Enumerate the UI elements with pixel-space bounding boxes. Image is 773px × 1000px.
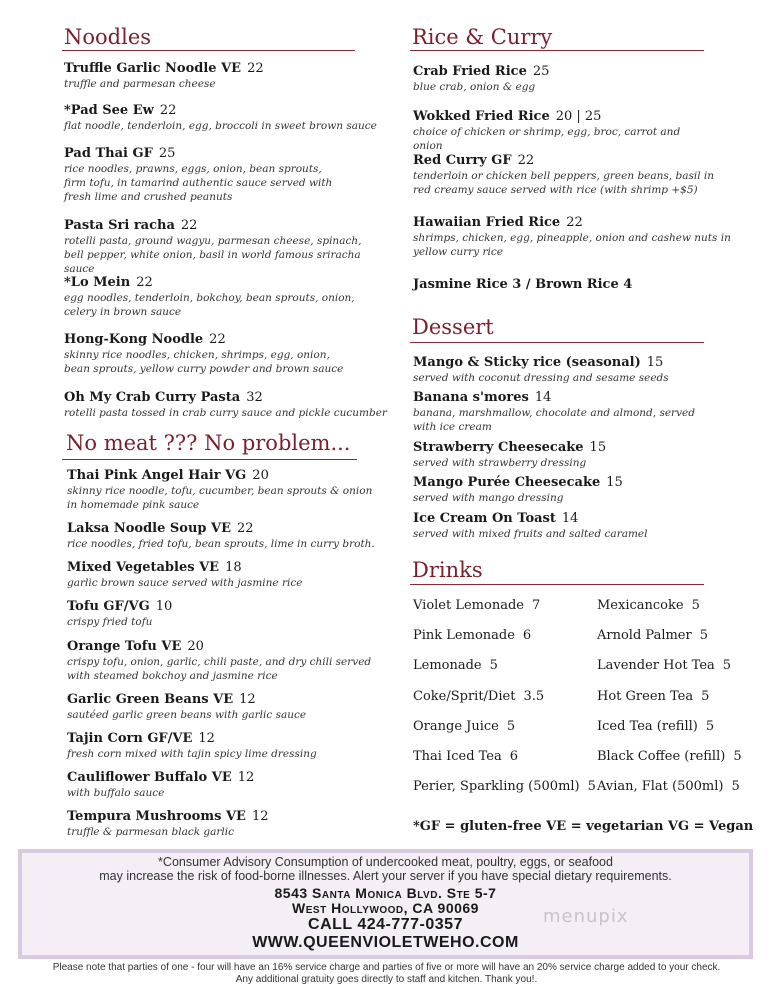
service-charge-line-2: Any additional gratuity goes directly to staff and kitchen. Thank you!. (235, 974, 538, 985)
item-price: 25 (158, 146, 176, 161)
drink-name: Black Coffee (refill) (597, 749, 726, 764)
item-description: crispy fried tofu (67, 616, 153, 628)
menu-item (67, 692, 387, 722)
item-name: Mango & Sticky rice (seasonal) (413, 355, 641, 370)
item-description: rotelli pasta, ground wagyu, parmesan cheese, spinach, bell pepper, white onion, basil in world famous sriracha sauce (64, 235, 362, 275)
item-name: Truffle Garlic Noodle VE (64, 61, 242, 76)
item-name: Laksa Noodle Soup VE (67, 521, 232, 536)
item-name: Jasmine Rice 3 / Brown Rice 4 (413, 277, 633, 292)
drink-name: Avian, Flat (500ml) (597, 779, 724, 794)
item-description: rotelli pasta tossed in crab curry sauce and pickle cucumber (64, 407, 387, 419)
item-price: 12 (239, 692, 256, 707)
rice-curry-rule (410, 50, 704, 51)
item-name: Tajin Corn GF/VE (67, 731, 193, 746)
drink-name: Thai Iced Tea (413, 749, 502, 764)
item-description: shrimps, chicken, egg, pineapple, onion and cashew nuts in yellow curry rice (413, 232, 731, 258)
item-price: 20 (187, 639, 204, 654)
menu-item (67, 770, 387, 800)
item-name: Hawaiian Fried Rice (413, 215, 561, 230)
item-price: 14 (561, 511, 579, 526)
drink-item (413, 749, 518, 764)
item-description: served with coconut dressing and sesame seeds (413, 372, 669, 384)
drink-item (597, 689, 709, 704)
menu-item (67, 468, 382, 512)
item-name: Mango Purée Cheesecake (413, 475, 601, 490)
item-name: Banana s'mores (413, 390, 529, 405)
drink-price: 5 (722, 658, 732, 673)
drink-item (413, 658, 498, 673)
item-description: served with mango dressing (413, 492, 564, 504)
item-description: choice of chicken or shrimp, egg, broc, carrot and onion (413, 126, 681, 152)
footer-box (18, 849, 753, 959)
rice-curry-title: Rice & Curry (412, 25, 553, 49)
menu-item (64, 218, 376, 276)
item-name: Strawberry Cheesecake (413, 440, 584, 455)
menu-item (413, 355, 733, 385)
address-line-1: 8543 Santa Monica Blvd. Ste 5-7 (274, 885, 497, 901)
menu-item (413, 475, 733, 505)
drink-item (413, 598, 540, 613)
item-price: 22 (237, 521, 254, 536)
website-link[interactable]: WWW.QUEENVIOLETWEHO.COM (252, 934, 519, 951)
item-description: skinny rice noodle, tofu, cucumber, bean sprouts & onion in homemade pink sauce (67, 485, 373, 511)
service-charge-line-1: Please note that parties of one - four will have an 16% service charge and parties of five or more will have an 20% service charge added to your check. (52, 962, 721, 973)
drink-item (413, 628, 531, 643)
item-name: Thai Pink Angel Hair VG (67, 468, 247, 483)
item-name: Pad Thai GF (64, 146, 153, 161)
address-line-2: West Hollywood, CA 90069 (292, 900, 479, 916)
menu-item (67, 599, 387, 629)
item-price: 12 (237, 770, 255, 785)
drink-item (597, 598, 700, 613)
item-price: 22 (517, 153, 535, 168)
drink-name: Perier, Sparkling (500ml) (413, 779, 580, 794)
item-name: Ice Cream On Toast (413, 511, 556, 526)
item-name: *Pad See Ew (64, 103, 154, 118)
drink-item (597, 628, 708, 643)
menu-item (413, 109, 713, 153)
item-price: 20 (252, 468, 269, 483)
item-description: truffle and parmesan cheese (64, 78, 216, 90)
item-description: truffle & parmesan black garlic (67, 826, 235, 838)
noodles-title: Noodles (64, 25, 152, 49)
menu-item (64, 390, 394, 420)
no-meat-rule (62, 459, 357, 460)
drink-name: Hot Green Tea (597, 689, 694, 704)
item-name: Garlic Green Beans VE (67, 692, 234, 707)
drink-price: 5 (587, 779, 596, 794)
item-description: served with mixed fruits and salted caramel (413, 528, 648, 540)
menu-item (67, 731, 387, 761)
menu-item (413, 511, 733, 541)
drink-price: 5 (691, 598, 700, 613)
drink-item (413, 779, 596, 794)
drink-price: 5 (731, 779, 740, 794)
item-name: Crab Fried Rice (413, 64, 527, 79)
drink-name: Coke/Sprit/Diet (413, 689, 516, 704)
item-name: Red Curry GF (413, 153, 512, 168)
drink-price: 6 (509, 749, 519, 764)
menu-item (413, 277, 713, 293)
menu-item (64, 103, 384, 133)
menu-item (413, 215, 738, 259)
drink-name: Pink Lemonade (413, 628, 515, 643)
item-price: 14 (534, 390, 552, 405)
item-price: 22 (209, 332, 226, 347)
item-description: with buffalo sauce (67, 787, 165, 799)
drink-name: Arnold Palmer (597, 628, 692, 643)
drink-name: Lemonade (413, 658, 482, 673)
item-description: blue crab, onion & egg (413, 81, 536, 93)
item-name: Pasta Sri racha (64, 218, 175, 233)
menu-item (67, 560, 387, 590)
item-description: rice noodles, prawns, eggs, onion, bean sprouts, firm tofu, in tamarind authentic sauce served with fresh lime and crushed peanuts (64, 163, 333, 203)
item-name: Tempura Mushrooms VE (67, 809, 246, 824)
item-name: Oh My Crab Curry Pasta (64, 390, 241, 405)
menu-item (67, 639, 387, 683)
item-price: 22 (180, 218, 198, 233)
dessert-title: Dessert (412, 315, 494, 339)
menu-item (413, 390, 703, 434)
item-name: Tofu GF/VG (67, 599, 150, 614)
drink-price: 5 (733, 749, 742, 764)
menu-item (67, 521, 387, 551)
item-description: served with strawberry dressing (413, 457, 587, 469)
drink-name: Orange Juice (413, 719, 499, 734)
item-description: fresh corn mixed with tajin spicy lime dressing (67, 748, 317, 760)
drink-name: Iced Tea (refill) (597, 719, 698, 734)
item-name: *Lo Mein (64, 275, 131, 290)
item-name: Wokked Fried Rice (413, 109, 550, 124)
drink-name: Mexicancoke (597, 598, 684, 613)
item-price: 25 (532, 64, 550, 79)
noodles-rule (62, 50, 355, 51)
drink-name: Violet Lemonade (413, 598, 524, 613)
drink-price: 3.5 (523, 689, 545, 704)
drinks-title: Drinks (412, 558, 483, 582)
no-meat-title: No meat ??? No problem... (66, 431, 351, 455)
phone-number[interactable]: CALL 424-777-0357 (308, 916, 463, 933)
drink-item (597, 658, 731, 673)
drink-price: 5 (705, 719, 715, 734)
item-price: 12 (251, 809, 269, 824)
drink-item (597, 779, 740, 794)
drink-price: 5 (489, 658, 498, 673)
item-description: egg noodles, tenderloin, bokchoy, bean sprouts, onion, celery in brown sauce (64, 292, 355, 318)
service-charge-note (0, 962, 773, 986)
drink-name: Lavender Hot Tea (597, 658, 715, 673)
menu-item (64, 332, 354, 376)
item-price: 15 (589, 440, 607, 455)
menupix-watermark: menupix (543, 906, 629, 927)
drink-item (413, 719, 515, 734)
menu-item (413, 64, 713, 94)
item-description: rice noodles, fried tofu, bean sprouts, lime in curry broth. (67, 538, 375, 550)
item-price: 32 (246, 390, 263, 405)
drink-price: 5 (506, 719, 516, 734)
item-price: 15 (646, 355, 664, 370)
item-name: Mixed Vegetables VE (67, 560, 220, 575)
drinks-rule (410, 584, 704, 585)
item-price: 12 (198, 731, 215, 746)
menu-item (413, 153, 718, 197)
drink-price: 6 (522, 628, 532, 643)
item-name: Cauliflower Buffalo VE (67, 770, 232, 785)
item-price: 22 (566, 215, 583, 230)
item-price: 18 (225, 560, 242, 575)
drink-price: 5 (701, 689, 710, 704)
drink-item (597, 719, 714, 734)
item-price: 20 | 25 (555, 109, 602, 124)
diet-legend: *GF = gluten-free VE = vegetarian VG = Vegan (413, 819, 754, 834)
item-name: Orange Tofu VE (67, 639, 182, 654)
item-description: garlic brown sauce served with jasmine rice (67, 577, 303, 589)
menu-item (413, 440, 733, 470)
item-description: sautéed garlic green beans with garlic sauce (67, 709, 307, 721)
item-description: crispy tofu, onion, garlic, chili paste, and dry chili served with steamed bokchoy and jasmine rice (67, 656, 372, 682)
item-price: 22 (159, 103, 177, 118)
menu-item (67, 809, 387, 839)
item-description: banana, marshmallow, chocolate and almond, served with ice cream (413, 407, 695, 433)
item-price: 22 (136, 275, 153, 290)
dessert-rule (410, 342, 704, 343)
advisory-line-1: *Consumer Advisory Consumption of undercooked meat, poultry, eggs, or seafood (158, 855, 613, 869)
advisory-line-2: may increase the risk of food-borne illnesses. Alert your server if you have special dietary requirements. (99, 869, 672, 883)
drink-price: 5 (699, 628, 709, 643)
drink-item (413, 689, 544, 704)
menu-item (64, 61, 384, 91)
menu-item (64, 275, 376, 319)
item-name: Hong-Kong Noodle (64, 332, 204, 347)
item-price: 15 (606, 475, 623, 490)
item-description: skinny rice noodles, chicken, shrimps, egg, onion, bean sprouts, yellow curry powder and brown sauce (64, 349, 344, 375)
drink-price: 7 (531, 598, 541, 613)
item-description: tenderloin or chicken bell peppers, green beans, basil in red creamy sauce served with rice (with shrimp +$5) (413, 170, 715, 196)
item-price: 10 (155, 599, 173, 614)
drink-item (597, 749, 742, 764)
item-price: 22 (247, 61, 264, 76)
item-description: flat noodle, tenderloin, egg, broccoli in sweet brown sauce (64, 120, 377, 132)
menu-item (64, 146, 344, 204)
